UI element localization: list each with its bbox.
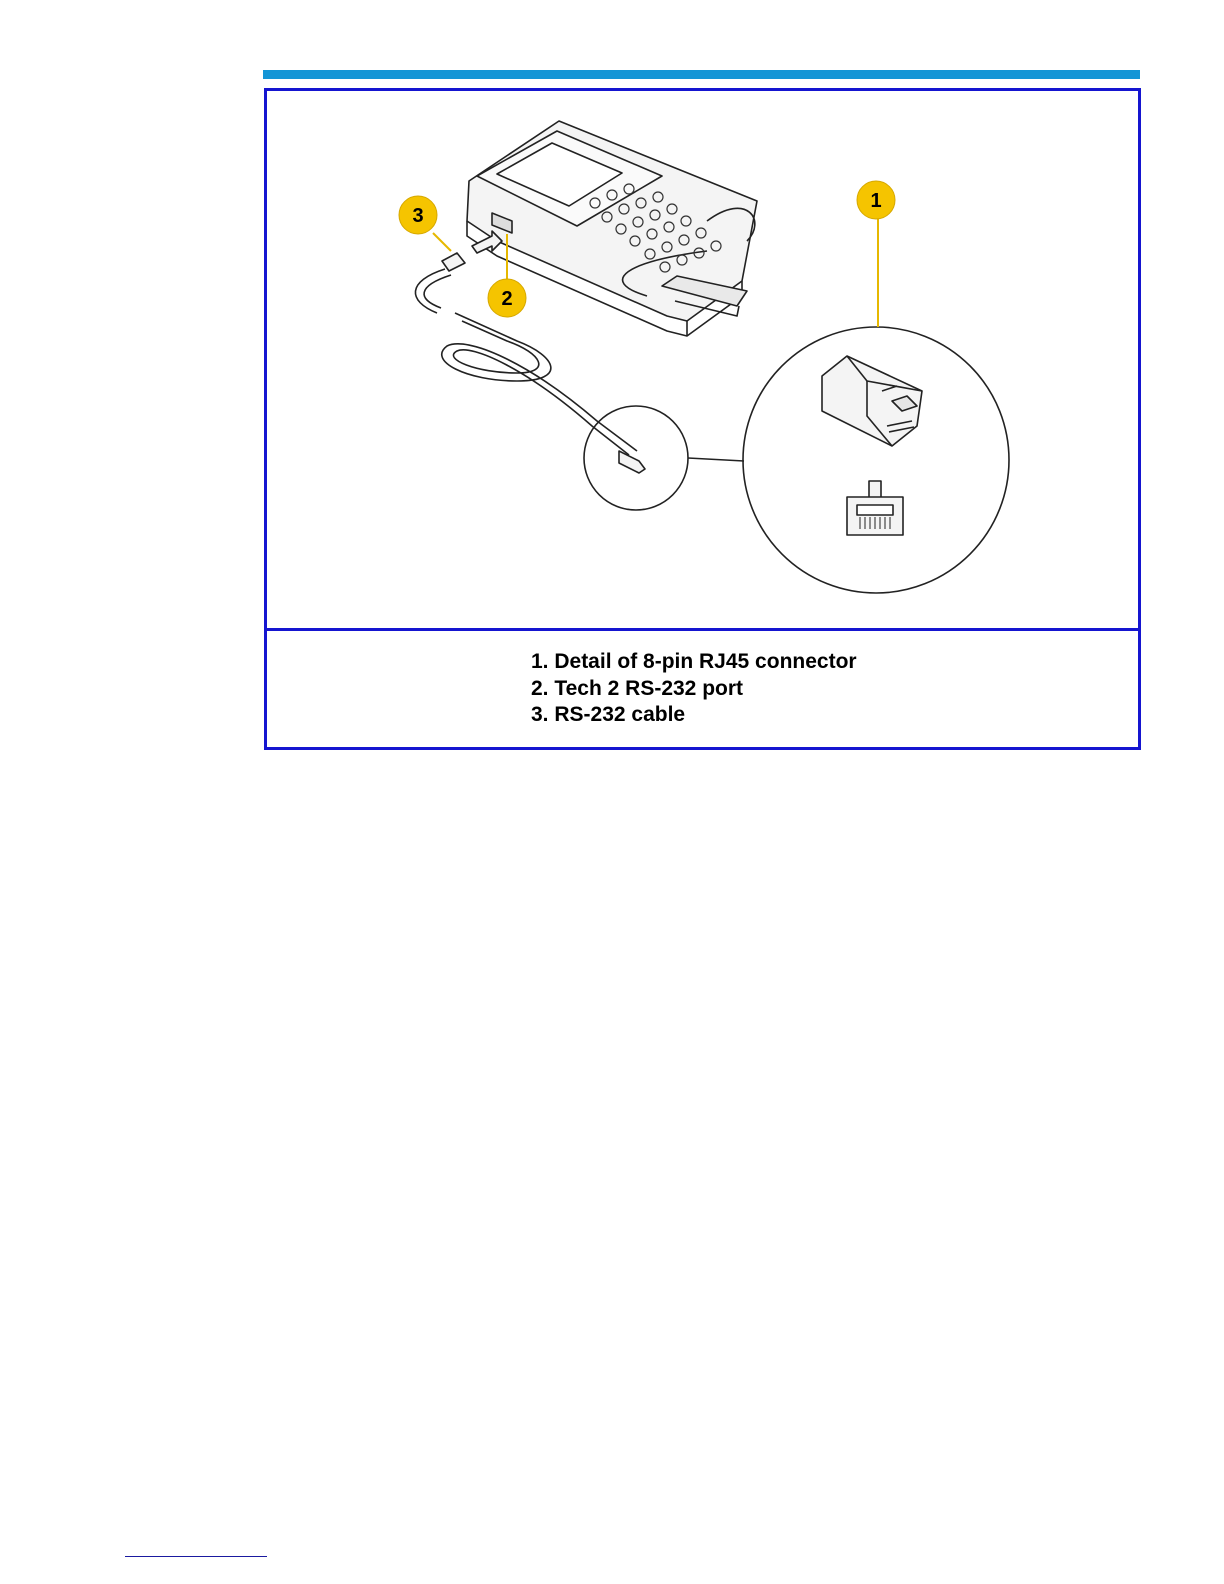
legend-item: 3. RS-232 cable — [531, 703, 686, 726]
legend-item: 1. Detail of 8-pin RJ45 connector — [531, 650, 857, 673]
figure-legend — [531, 649, 857, 729]
callout-1-label: 1 — [870, 190, 882, 212]
rj45-connector-side-icon — [822, 356, 922, 446]
callout-2 — [488, 279, 526, 317]
plug-detail-circle — [584, 406, 688, 510]
callout-3 — [399, 196, 437, 234]
tech2-rs232-illustration — [267, 91, 1138, 628]
caption-divider — [267, 628, 1138, 631]
callout-1 — [857, 181, 895, 219]
figure-frame — [264, 88, 1141, 750]
header-rule — [263, 70, 1140, 79]
callout-2-label: 2 — [501, 288, 513, 310]
legend-item: 2. Tech 2 RS-232 port — [531, 676, 744, 700]
footnote-rule — [125, 1556, 267, 1557]
plug-end-icon — [619, 451, 645, 473]
callout-3-label: 3 — [412, 205, 424, 227]
rj45-connector-front-icon — [847, 481, 903, 535]
rj45-detail-circle — [743, 327, 1009, 593]
